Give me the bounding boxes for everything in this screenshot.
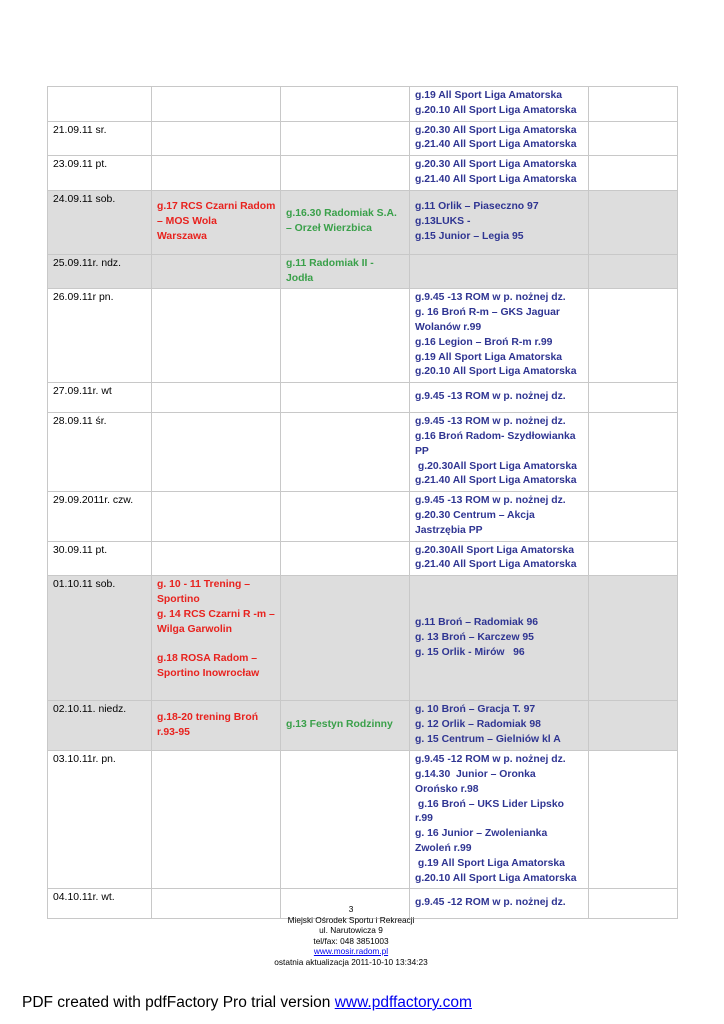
event-line: g.11 Broń – Radomiak 96 — [415, 616, 539, 628]
event-cell-green — [281, 121, 410, 156]
event-line: g.9.45 -13 ROM w p. nożnej dz. — [415, 292, 566, 304]
event-cell-green — [281, 87, 410, 122]
schedule-table-body — [48, 87, 678, 919]
event-line: g.19 All Sport Liga Amatorska — [415, 351, 563, 363]
pdffactory-link[interactable]: www.pdffactory.com — [334, 994, 472, 1011]
event-cell-red — [152, 121, 281, 156]
event-cell-blue — [410, 87, 589, 122]
event-cell-red — [152, 87, 281, 122]
event-cell-blue — [410, 701, 589, 751]
event-cell-green — [281, 413, 410, 492]
event-line: g.21.40 All Sport Liga Amatorska — [415, 559, 577, 571]
date-cell: 30.09.11 pt. — [48, 541, 152, 576]
event-line: g.20.10 All Sport Liga Amatorska — [415, 366, 577, 378]
event-line: g. 13 Broń – Karczew 95 — [415, 631, 534, 643]
empty-cell — [589, 190, 678, 254]
website-link[interactable]: www.mosir.radom.pl — [313, 946, 389, 956]
empty-cell — [589, 413, 678, 492]
event-cell-green — [281, 701, 410, 751]
last-updated: ostatnia aktualizacja 2011-10-10 13:34:23 — [274, 956, 428, 967]
empty-cell — [589, 751, 678, 889]
event-cell-red — [152, 254, 281, 289]
event-line: g.9.45 -13 ROM w p. nożnej dz. — [415, 495, 566, 507]
empty-cell — [589, 254, 678, 289]
date-cell: 21.09.11 sr. — [48, 121, 152, 156]
date-cell: 24.09.11 sob. — [48, 190, 152, 254]
table-row — [48, 156, 678, 191]
event-line: g.19 All Sport Liga Amatorska — [415, 857, 565, 869]
event-line — [157, 637, 275, 652]
organization-name: Miejski Ośrodek Sportu i Rekreacji — [287, 914, 415, 925]
event-line: g.18-20 trening Broń — [157, 711, 259, 723]
event-line: Wilga Garwolin — [157, 623, 232, 635]
event-cell-green — [281, 492, 410, 541]
event-line: g.20.10 All Sport Liga Amatorska — [415, 872, 577, 884]
event-line: g. 16 Junior – Zwolenianka — [415, 828, 548, 840]
event-line: g.20.30 All Sport Liga Amatorska — [415, 159, 577, 171]
event-line: r.93-95 — [157, 726, 190, 738]
event-line: g.21.40 All Sport Liga Amatorska — [415, 173, 577, 185]
table-row — [48, 190, 678, 254]
event-line: g.11 Orlik – Piaseczno 97 — [415, 201, 539, 213]
event-line: g.20.30All Sport Liga Amatorska — [415, 544, 574, 556]
event-cell-blue — [410, 121, 589, 156]
event-cell-green — [281, 156, 410, 191]
event-line: g. 10 - 11 Trening – — [157, 579, 250, 591]
event-line: g.21.40 All Sport Liga Amatorska — [415, 475, 577, 487]
event-line: – MOS Wola — [157, 215, 217, 227]
date-cell: 23.09.11 pt. — [48, 156, 152, 191]
date-cell: 27.09.11r. wt — [48, 383, 152, 413]
event-line: g. 15 Centrum – Gielniów kl A — [415, 734, 561, 746]
event-cell-red — [152, 541, 281, 576]
schedule-table — [47, 86, 678, 919]
event-line: g.9.45 -12 ROM w p. nożnej dz. — [415, 754, 566, 766]
empty-cell — [589, 541, 678, 576]
table-row — [48, 289, 678, 383]
event-line: Sportino Inowrocław — [157, 667, 260, 679]
event-cell-green — [281, 383, 410, 413]
event-cell-green — [281, 576, 410, 701]
event-cell-green — [281, 289, 410, 383]
date-cell: 03.10.11r. pn. — [48, 751, 152, 889]
event-line: g.16 Legion – Broń R-m r.99 — [415, 336, 553, 348]
date-cell: 01.10.11 sob. — [48, 576, 152, 701]
event-line: g.13 Festyn Rodzinny — [286, 719, 393, 731]
table-row — [48, 492, 678, 541]
date-cell: 02.10.11. niedz. — [48, 701, 152, 751]
event-line: g.16.30 Radomiak S.A. — [286, 208, 397, 220]
date-cell: 26.09.11r pn. — [48, 289, 152, 383]
event-cell-red — [152, 156, 281, 191]
event-cell-red — [152, 751, 281, 889]
table-row — [48, 87, 678, 122]
empty-cell — [589, 121, 678, 156]
event-cell-red — [152, 492, 281, 541]
table-row — [48, 383, 678, 413]
page-footer — [0, 904, 702, 967]
event-line: g.13LUKS - — [415, 215, 471, 227]
event-line: g.20.30 All Sport Liga Amatorska — [415, 124, 577, 136]
event-line: g.16 Broń Radom- Szydłowianka — [415, 430, 576, 442]
empty-cell — [589, 87, 678, 122]
event-line: g.20.30 Centrum – Akcja — [415, 509, 535, 521]
event-line: g. 14 RCS Czarni R -m – — [157, 608, 275, 620]
table-row — [48, 121, 678, 156]
event-line: PP — [415, 445, 429, 457]
event-cell-green — [281, 190, 410, 254]
event-cell-blue — [410, 156, 589, 191]
date-cell: 25.09.11r. ndz. — [48, 254, 152, 289]
event-line: r.99 — [415, 813, 433, 825]
date-cell: 29.09.2011r. czw. — [48, 492, 152, 541]
event-cell-red — [152, 289, 281, 383]
event-cell-blue — [410, 254, 589, 289]
event-line: g.20.30All Sport Liga Amatorska — [415, 460, 577, 472]
page-number: 3 — [348, 904, 354, 914]
table-row — [48, 254, 678, 289]
event-cell-red — [152, 701, 281, 751]
event-cell-red — [152, 413, 281, 492]
event-line: g.16 Broń – UKS Lider Lipsko — [415, 798, 564, 810]
event-line: g.18 ROSA Radom – — [157, 653, 258, 665]
event-cell-red — [152, 383, 281, 413]
event-cell-blue — [410, 383, 589, 413]
event-line: g. 10 Broń – Gracja T. 97 — [415, 704, 536, 716]
table-row — [48, 541, 678, 576]
event-line: Jastrzębia PP — [415, 524, 483, 536]
phone-number: tel/fax: 048 3851003 — [313, 935, 389, 946]
street-address: ul. Narutowicza 9 — [319, 925, 383, 935]
date-cell — [48, 87, 152, 122]
empty-cell — [589, 156, 678, 191]
event-cell-blue — [410, 190, 589, 254]
event-line: g.14.30 Junior – Oronka — [415, 768, 536, 780]
table-row — [48, 751, 678, 889]
event-line: g.9.45 -12 ROM w p. nożnej dz. — [415, 897, 566, 909]
event-cell-green — [281, 751, 410, 889]
event-line: g.15 Junior – Legia 95 — [415, 230, 524, 242]
event-line: Orońsko r.98 — [415, 783, 479, 795]
event-line: Wolanów r.99 — [415, 321, 482, 333]
table-row — [48, 413, 678, 492]
date-cell: 28.09.11 śr. — [48, 413, 152, 492]
event-cell-blue — [410, 576, 589, 701]
event-line: g. 16 Broń R-m – GKS Jaguar — [415, 307, 560, 319]
date-cell: 04.10.11r. wt. — [48, 889, 152, 919]
event-line: g.9.45 -13 ROM w p. nożnej dz. — [415, 416, 566, 428]
event-line: Jodła — [286, 272, 314, 284]
table-row — [48, 576, 678, 701]
event-line: g.20.10 All Sport Liga Amatorska — [415, 104, 577, 116]
event-cell-green — [281, 541, 410, 576]
event-cell-blue — [410, 541, 589, 576]
event-line: Zwoleń r.99 — [415, 842, 472, 854]
event-line: – Orzeł Wierzbica — [286, 223, 372, 235]
event-cell-blue — [410, 413, 589, 492]
event-cell-blue — [410, 289, 589, 383]
event-cell-red — [152, 576, 281, 701]
pdf-banner-text: PDF created with pdfFactory Pro trial version — [22, 994, 335, 1011]
event-line: g.19 All Sport Liga Amatorska — [415, 90, 563, 101]
event-line: g.21.40 All Sport Liga Amatorska — [415, 139, 577, 151]
event-line: Warszawa — [157, 230, 207, 242]
event-line: g. 15 Orlik - Mirów 96 — [415, 646, 525, 658]
event-cell-red — [152, 190, 281, 254]
event-cell-green — [281, 254, 410, 289]
empty-cell — [589, 383, 678, 413]
empty-cell — [589, 289, 678, 383]
empty-cell — [589, 492, 678, 541]
event-line: Sportino — [157, 593, 200, 605]
pdf-creator-banner — [22, 994, 472, 1012]
table-row — [48, 701, 678, 751]
event-line: g.9.45 -13 ROM w p. nożnej dz. — [415, 391, 566, 403]
empty-cell — [589, 576, 678, 701]
event-cell-blue — [410, 751, 589, 889]
event-line: g.17 RCS Czarni Radom — [157, 201, 276, 213]
event-cell-blue — [410, 492, 589, 541]
event-line: g. 12 Orlik – Radomiak 98 — [415, 719, 541, 731]
empty-cell — [589, 701, 678, 751]
event-line: g.11 Radomiak II - — [286, 257, 374, 269]
